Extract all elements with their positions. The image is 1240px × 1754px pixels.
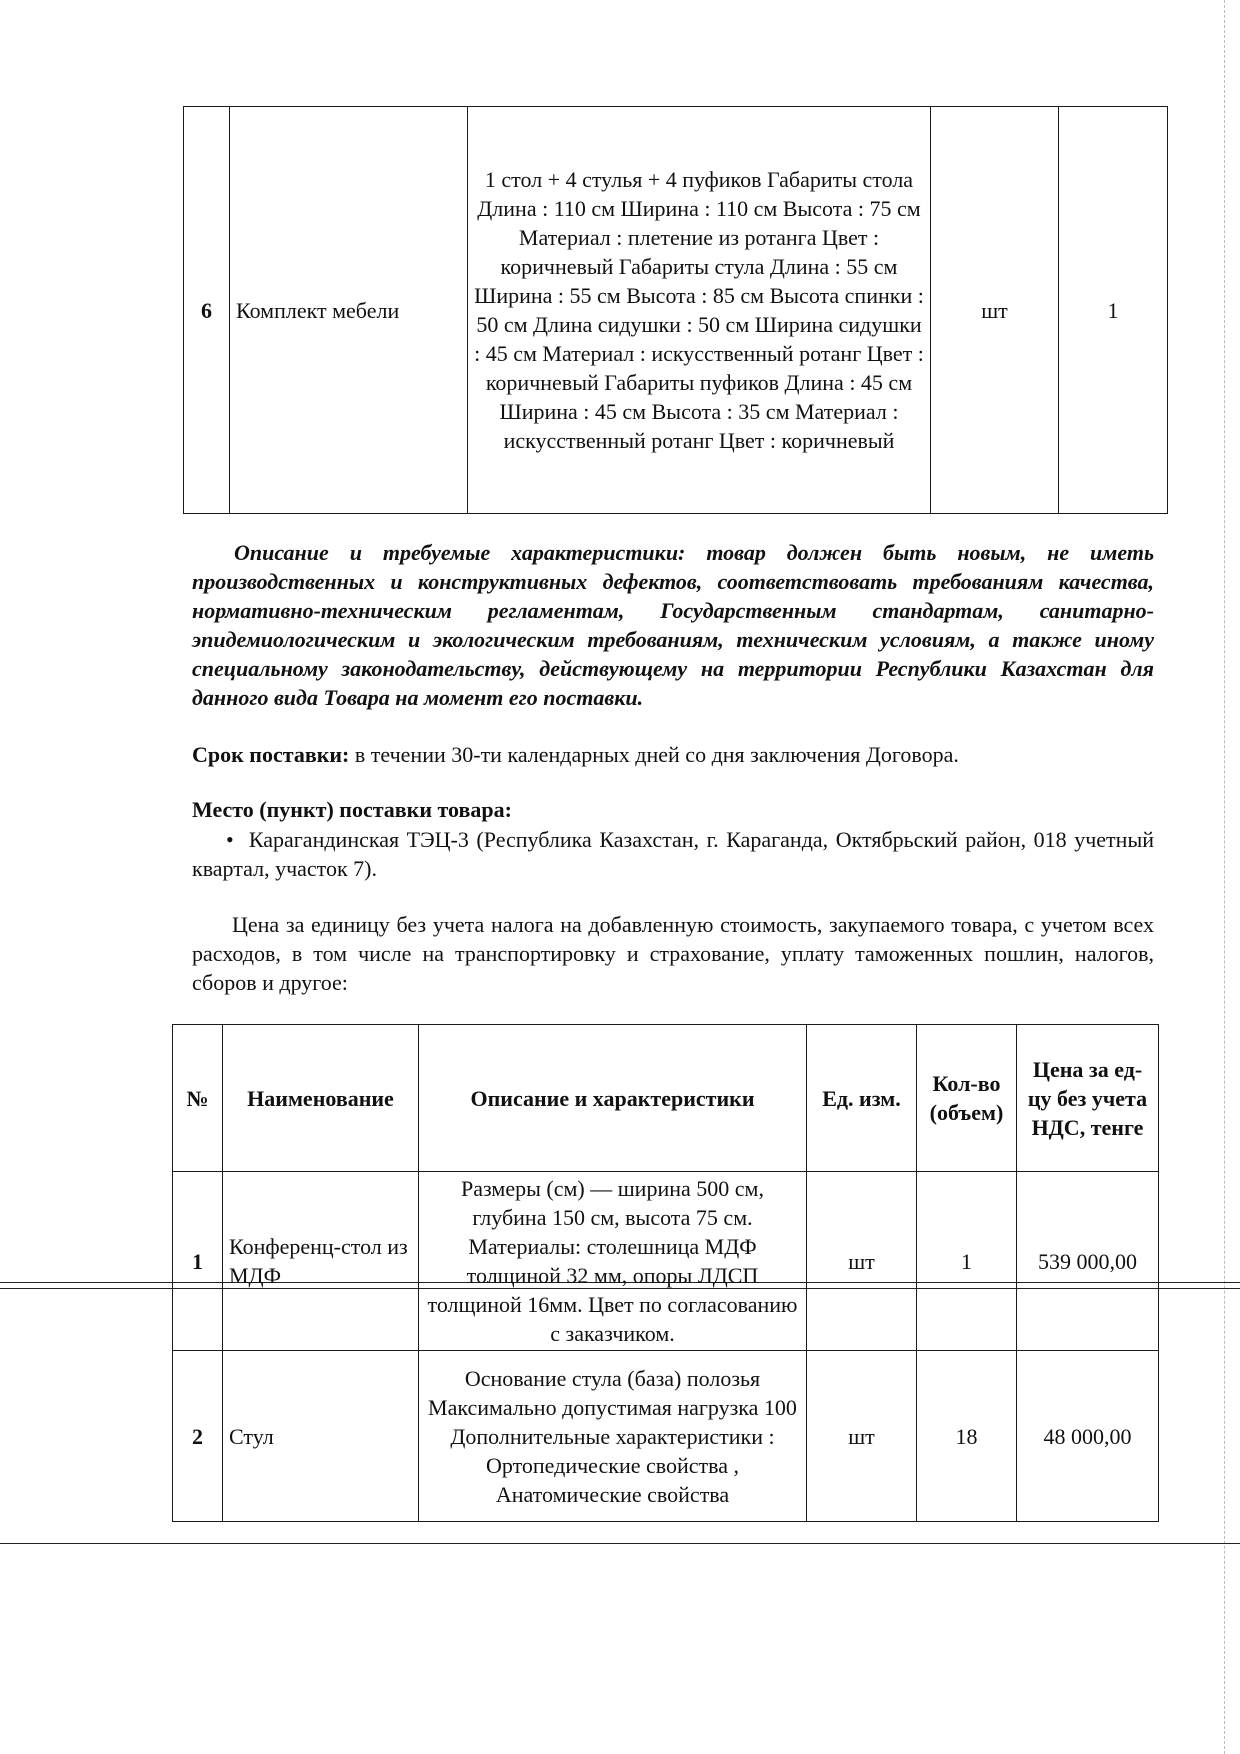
header-price: Цена за ед-цу без учета НДС, тенге	[1017, 1025, 1159, 1172]
item-name: Конференц-стол из МДФ	[223, 1172, 419, 1351]
item-quantity: 18	[917, 1351, 1017, 1522]
bullet-icon: •	[226, 827, 234, 852]
delivery-term	[192, 740, 1154, 769]
requirements-paragraph: Описание и требуемые характеристики: товар должен быть новым, не иметь производственных и конструктивных дефектов, соответствовать требованиям качества, нормативно-техническим регламентам, Государственным стандартам, санитарно-эпидемиологическим и экологическим требованиям, техническим условиям, а также иному специальному законодательству, действующему на территории Республики Казахстан для данного вида Товара на момент его поставки.	[192, 540, 1154, 710]
header-description: Описание и характеристики	[419, 1025, 807, 1172]
price-table	[172, 1024, 1159, 1522]
item-quantity: 1	[1059, 107, 1168, 514]
item-unit: шт	[807, 1172, 917, 1351]
table-row	[184, 107, 1168, 514]
furniture-table-continuation	[183, 106, 1168, 514]
delivery-term-label: Срок поставки:	[192, 742, 350, 767]
delivery-place-heading: Место (пункт) поставки товара:	[192, 797, 512, 822]
item-name: Комплект мебели	[230, 107, 468, 514]
item-description: Размеры (см) — ширина 500 см, глубина 150 см, высота 75 см. Материалы: столешница МДФ толщиной 32 мм, опоры ЛДСП толщиной 16мм. Цвет по согласованию с заказчиком.	[419, 1172, 807, 1351]
scan-artifact-line	[0, 1543, 1240, 1544]
header-unit: Ед. изм.	[807, 1025, 917, 1172]
delivery-term-text: в течении 30-ти календарных дней со дня заключения Договора.	[349, 742, 959, 767]
item-description: 1 стол + 4 стулья + 4 пуфиков Габариты стола Длина : 110 см Ширина : 110 см Высота : 75 см Материал : плетение из ротанга Цвет : коричневый Габариты стула Длина : 55 см Ширина : 55 см Высота : 85 см Высота спинки : 50 см Длина сидушки : 50 см Ширина сидушки : 45 см Материал : искусственный ротанг Цвет : коричневый Габариты пуфиков Длина : 45 см Ширина : 45 см Высота : 35 см Материал : искусственный ротанг Цвет : коричневый	[468, 107, 931, 514]
table-row	[173, 1172, 1159, 1351]
item-description: Основание стула (база) полозья Максимально допустимая нагрузка 100 Дополнительные характеристики : Ортопедические свойства , Анатомические свойства	[419, 1351, 807, 1522]
row-number: 6	[184, 107, 230, 514]
row-number: 1	[173, 1172, 223, 1351]
delivery-place-item	[192, 825, 1154, 883]
header-number: №	[173, 1025, 223, 1172]
table-row	[173, 1351, 1159, 1522]
item-price: 539 000,00	[1017, 1172, 1159, 1351]
item-name: Стул	[223, 1351, 419, 1522]
item-price: 48 000,00	[1017, 1351, 1159, 1522]
item-unit: шт	[931, 107, 1059, 514]
delivery-place-text: Карагандинская ТЭЦ-3 (Республика Казахстан, г. Караганда, Октябрьский район, 018 учетный квартал, участок 7).	[192, 827, 1155, 881]
item-quantity: 1	[917, 1172, 1017, 1351]
table-header-row	[173, 1025, 1159, 1172]
scan-edge-line	[1224, 0, 1225, 1754]
row-number: 2	[173, 1351, 223, 1522]
unit-price-paragraph: Цена за единицу без учета налога на добавленную стоимость, закупаемого товара, с учетом всех расходов, в том числе на транспортировку и страхование, уплату таможенных пошлин, налогов, сборов и другое:	[192, 912, 1154, 995]
header-name: Наименование	[223, 1025, 419, 1172]
header-quantity: Кол-во (объем)	[917, 1025, 1017, 1172]
item-unit: шт	[807, 1351, 917, 1522]
